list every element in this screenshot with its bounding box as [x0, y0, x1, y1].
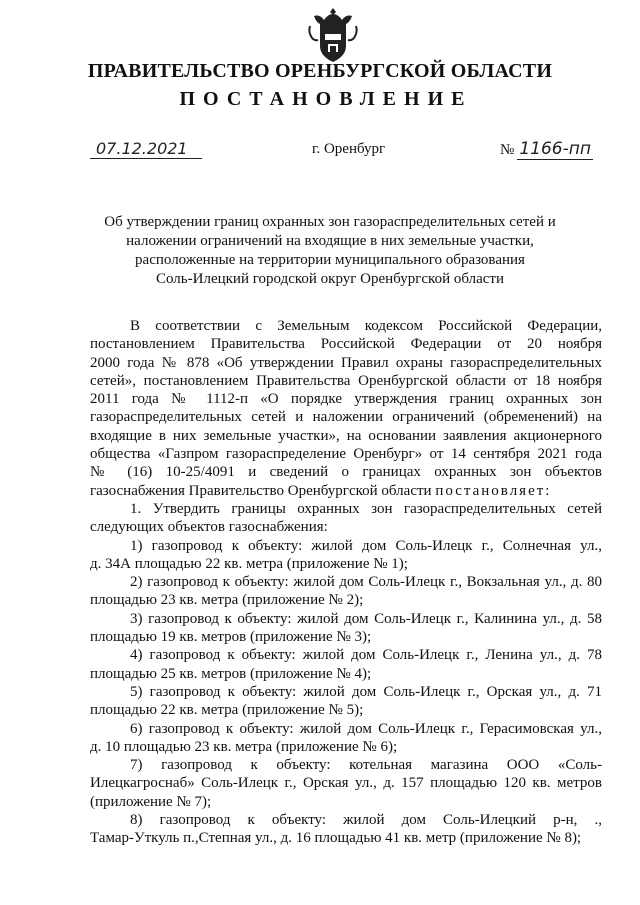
document-body [90, 317, 602, 848]
coat-of-arms-emblem-icon [306, 6, 360, 66]
preamble-line: газораспределительных сетей и наложении ограничений (обременений) на [90, 409, 602, 426]
list-item-line: 2) газопровод к объекту: жилой дом Соль-Илецк г., Вокзальная ул., д. 80 [130, 574, 602, 591]
subject-line: наложении ограничений на входящие в них земельные участки, [126, 233, 534, 249]
clause-line: следующих объектов газоснабжения: [90, 519, 328, 536]
subject-line: Об утверждении границ охранных зон газораспределительных сетей и [104, 214, 556, 230]
subject-line: Соль-Илецкий городской округ Оренбургской области [156, 271, 504, 287]
preamble-line: общества «Газпром газораспределение Оренбург» от 14 сентября 2021 года [90, 446, 602, 463]
document-subject [90, 213, 570, 289]
list-item-line: площадью 23 кв. метра (приложение № 2); [90, 592, 364, 609]
list-item-line: площадью 25 кв. метров (приложение № 4); [90, 665, 372, 682]
preamble-end: газоснабжения Правительство Оренбургской области [90, 482, 432, 499]
preamble-line: входящие в них земельные участки», на основании заявления акционерного [90, 427, 602, 444]
organization-title: ПРАВИТЕЛЬСТВО ОРЕНБУРГСКОЙ ОБЛАСТИ [87, 60, 553, 82]
preamble-line: 2000 года № 878 «Об утверждении Правил охраны газораспределительных [90, 354, 602, 371]
list-item-line: д. 10 площадью 23 кв. метра (приложение № 6); [90, 738, 398, 755]
subject-line: расположенные на территории муниципального образования [135, 252, 525, 268]
number-sign: № [500, 142, 515, 158]
list-item-line: 8) газопровод к объекту: жилой дом Соль-Илецкий р-н, ., [130, 812, 602, 829]
list-item-line: площадью 19 кв. метров (приложение № 3); [90, 629, 372, 646]
list-item-line: Илецкагроснаб» Соль-Илецк г., Орская ул., д. 157 площадью 120 кв. метров [90, 775, 602, 792]
list-item-line: (приложение № 7); [90, 793, 212, 810]
preamble-line: сетей», постановлением Правительства Оренбургской области от 18 ноября [90, 372, 602, 389]
preamble-line: 2011 года № 1112-п «О порядке утверждения границ охранных зон [90, 391, 602, 408]
preamble-line: В соответствии с Земельным кодексом Российской Федерации, [130, 318, 602, 334]
document-date: 07.12.2021 [90, 140, 202, 159]
clause-line: 1. Утвердить границы охранных зон газораспределительных сетей [130, 500, 602, 517]
document-type-title: ПОСТАНОВЛЕНИЕ [179, 88, 473, 110]
preamble-end-line [90, 482, 602, 500]
document-number [500, 139, 593, 160]
preamble-line: № (16) 10-25/4091 и сведений о границах охранных зон объектов [90, 464, 602, 481]
document-city: г. Оренбург [312, 141, 386, 157]
decree-word: постановляет: [435, 482, 552, 499]
list-item-line: 5) газопровод к объекту: жилой дом Соль-Илецк г., Орская ул., д. 71 [130, 683, 602, 700]
list-item-line: площадью 22 кв. метра (приложение № 5); [90, 702, 364, 719]
list-item-line: 4) газопровод к объекту: жилой дом Соль-Илецк г., Ленина ул., д. 78 [130, 647, 602, 664]
preamble-line: постановлением Правительства Российской Федерации от 20 ноября [90, 336, 602, 353]
list-item-line: д. 34А площадью 22 кв. метра (приложение № 1); [90, 555, 408, 572]
list-item-line: Тамар-Уткуль п.,Степная ул., д. 16 площадью 41 кв. метр (приложение № 8); [90, 830, 582, 847]
document-number-value: 1166-пп [519, 139, 591, 159]
list-item-line: 1) газопровод к объекту: жилой дом Соль-Илецк г., Солнечная ул., [130, 537, 602, 554]
list-item-line: 6) газопровод к объекту: жилой дом Соль-Илецк г., Герасимовская ул., [130, 720, 602, 737]
list-item-line: 7) газопровод к объекту: котельная магазина ООО «Соль- [130, 757, 602, 774]
list-item-line: 3) газопровод к объекту: жилой дом Соль-Илецк г., Калинина ул., д. 58 [130, 610, 602, 627]
